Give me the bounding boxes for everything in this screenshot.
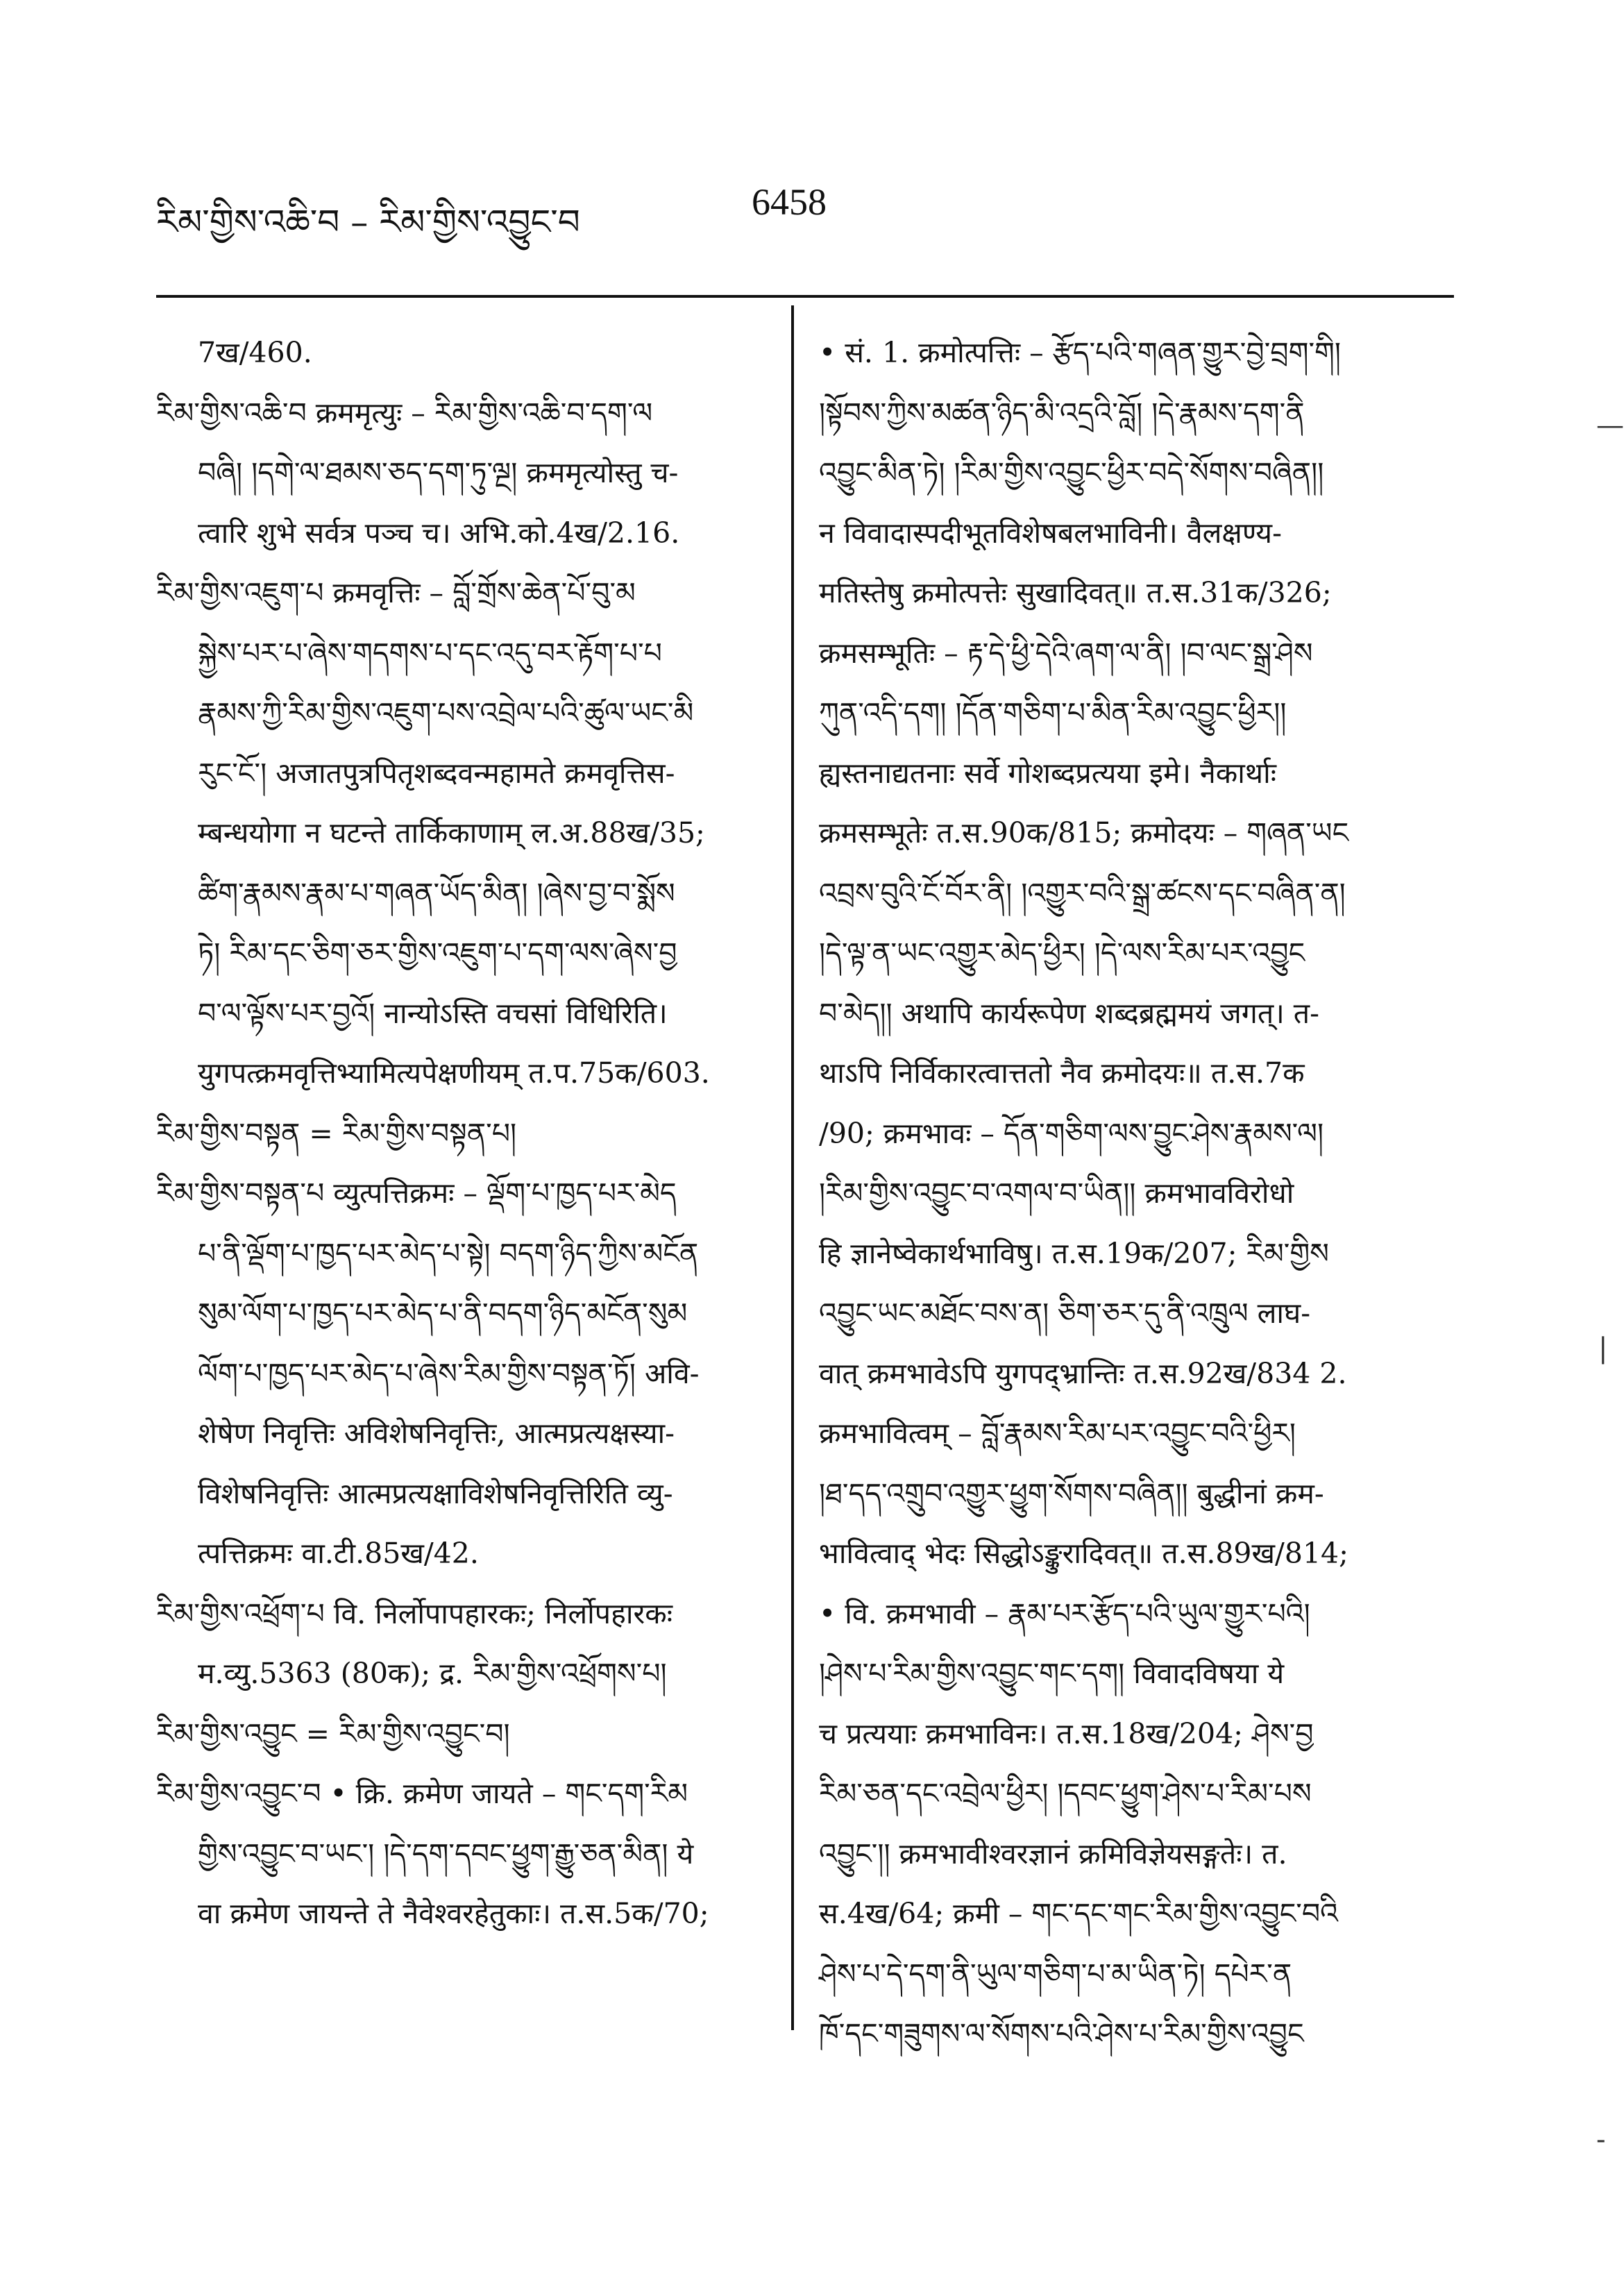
dictionary-line: • सं. 1. क्रमोत्पत्तिः – རྩོད་པའི་གཞན་གྱུར་བྱེ་བྲག་གི། xyxy=(819,336,1342,369)
dictionary-line: སྐྱེས་པར་པ་ཞེས་གདགས་པ་དང་འདུ་བར་རྟོག་པ་པ xyxy=(198,636,662,670)
dictionary-line: །སྟོབས་ཀྱིས་མཚན་ཉིད་མི་འདྲའི་བློ། །དེ་རྣམས་དག་ནི xyxy=(819,396,1305,430)
dictionary-line: རིམ་གྱིས་འཕྲོག་པ वि. निर्लोपापहारकः; निर्लोपहारकः xyxy=(156,1596,673,1630)
dictionary-line: གྱིས་འབྱུང་བ་ཡང་། །དེ་དག་དབང་ཕྱུག་རྒྱུ་ཅན་མིན། ये xyxy=(198,1836,694,1871)
dictionary-line: །དེ་ལྟ་ན་ཡང་འགྱུར་མེད་ཕྱིར། །དེ་ལས་རིམ་པར་འབྱུང xyxy=(819,936,1305,970)
dictionary-line: ह्यस्तनाद्यतनाः सर्वे गोशब्दप्रत्यया इमे। नैकार्थाः xyxy=(819,756,1277,790)
dictionary-line: རྣམས་ཀྱི་རིམ་གྱིས་འཇུག་པས་འབྲེལ་པའི་ཚུལ་ཡང་མི xyxy=(198,696,694,729)
dictionary-line: म्बन्धयोगा न घटन्ते तार्किकाणाम् ल.अ.88ख/35; xyxy=(198,816,705,850)
dictionary-line: །ཤེས་པ་རིམ་གྱིས་འབྱུང་གང་དག། विवादविषया ये xyxy=(819,1657,1285,1690)
dictionary-line: སུམ་ལོག་པ་ཁྱད་པར་མེད་པ་ནི་བདག་ཉིད་མངོན་སུམ xyxy=(198,1297,688,1330)
dictionary-line: क्रमसम्भूतेः त.स.90क/815; क्रमोदयः – གཞན་ཡང xyxy=(819,816,1349,850)
dictionary-line: वा क्रमेण जायन्ते ते नैवेश्वरहेतुकाः। त.स.5क/70; xyxy=(198,1897,709,1930)
dictionary-line: འབྱུང་མིན་ཏེ། །རིམ་གྱིས་འབྱུང་ཕྱིར་བདེ་སོགས་བཞིན།། xyxy=(819,456,1324,489)
dictionary-line: བཞི། །དགེ་ལ་ཐམས་ཅད་དག་ཏུ་ལྔ། क्रममृत्योस्तु च- xyxy=(198,456,679,489)
dictionary-line: क्रमसम्भूतिः – རྟ་དེ་ཕྱི་དེའི་ཞག་ལ་ནི། །བ་ལང་སྒྲ་ཤེས xyxy=(819,636,1313,670)
dictionary-line: /90; क्रमभावः – དོན་གཅིག་ལས་བྱུང་ཤེས་རྣམས་ལ། xyxy=(819,1116,1324,1150)
column-divider xyxy=(791,305,794,2030)
dictionary-line: བ་མེད།། अथापि कार्यरूपेण शब्दब्रह्ममयं जगत्। त- xyxy=(819,996,1319,1030)
dictionary-line: हि ज्ञानेष्वेकार्थभाविषु। त.स.19क/207; རིམ་གྱིས xyxy=(819,1236,1329,1270)
left-column xyxy=(156,323,781,1944)
dictionary-line: ཤེས་པ་དེ་དག་ནི་ཡུལ་གཅིག་པ་མ་ཡིན་ཏེ། དཔེར་ན xyxy=(819,1957,1292,1991)
header-rule xyxy=(156,295,1454,298)
dictionary-line: བ་ལ་ལྟོས་པར་བྱའོ། नान्योऽस्ति वचसां विधिरिति। xyxy=(198,996,668,1030)
dictionary-line: शेषेण निवृत्तिः अविशेषनिवृत्तिः, आत्मप्रत्यक्षस्या- xyxy=(198,1417,675,1450)
dictionary-line: རིམ་གྱིས་འབྱུང = རིམ་གྱིས་འབྱུང་བ། xyxy=(156,1716,510,1750)
dictionary-line: ཀུན་འདི་དག། །དོན་གཅིག་པ་མིན་རིམ་འབྱུང་ཕྱིར།། xyxy=(819,696,1287,729)
dictionary-line: །རིམ་གྱིས་འབྱུང་བ་འགལ་བ་ཡིན།། क्रमभावविरोधो xyxy=(819,1176,1294,1210)
dictionary-line: ཁོ་དང་གཟུགས་ལ་སོགས་པའི་ཤེས་པ་རིམ་གྱིས་འབྱུང xyxy=(819,2017,1304,2050)
dictionary-line: འབྲས་བུའི་ངོ་བོར་ནི། །འགྱུར་བའི་སྒྲ་ཚངས་དང་བཞིན་ན། xyxy=(819,876,1346,910)
dictionary-line: च प्रत्ययाः क्रमभाविनः। त.स.18ख/204; ཤེས་བྱ xyxy=(819,1716,1314,1750)
dictionary-line: म.व्यु.5363 (80क); द्र. རིམ་གྱིས་འཕྲོགས་པ། xyxy=(198,1657,667,1690)
dictionary-line: त्पत्तिक्रमः वा.टी.85ख/42. xyxy=(198,1537,479,1570)
dictionary-line: वात् क्रमभावेऽपि युगपद्भ्रान्तिः त.स.92ख/834 2. xyxy=(819,1356,1347,1390)
right-column xyxy=(819,323,1464,2064)
dictionary-line: भावित्वाद् भेदः सिद्धोऽङ्कुरादिवत्॥ त.स.89ख/814; xyxy=(819,1537,1348,1570)
dictionary-line: རིམ་གྱིས་འཇུག་པ क्रमवृत्तिः – བློ་གྲོས་ཆེན་པོ་བུ་མ xyxy=(156,576,636,609)
dictionary-line: युगपत्क्रमवृत्तिभ्यामित्यपेक्षणीयम् त.प.75क/603. xyxy=(198,1056,710,1090)
dictionary-line: རིམ་ཅན་དང་འབྲེལ་ཕྱིར། །དབང་ཕྱུག་ཤེས་པ་རིམ་པས xyxy=(819,1777,1312,1810)
dictionary-line: པ་ནི་ལྡོག་པ་ཁྱད་པར་མེད་པ་སྟེ། བདག་ཉིད་ཀྱིས་མངོན xyxy=(198,1236,699,1270)
dictionary-line: །ཐ་དད་འགྲུབ་འགྱུར་ཕྱུག་སོགས་བཞིན།། बुद्धीनां क्रम- xyxy=(819,1476,1324,1510)
margin-mark-mid: | xyxy=(1598,1333,1608,1365)
dictionary-line: • वि. क्रमभावी – རྣམ་པར་རྩོད་པའི་ཡུལ་གྱུར་པའི། xyxy=(819,1596,1310,1630)
dictionary-line: त्वारि शुभे सर्वत्र पञ्च च। अभि.को.4ख/2.16. xyxy=(198,516,680,550)
margin-mark-bottom: - xyxy=(1596,2124,1606,2156)
dictionary-line: རིམ་གྱིས་བསྟན = རིམ་གྱིས་བསྟན་པ། xyxy=(156,1116,517,1150)
dictionary-line: འབྱུང་།། क्रमभावीश्वरज्ञानं क्रमिविज्ञेयसङ्गतेः। त. xyxy=(819,1836,1287,1871)
dictionary-line: क्रमभावित्वम् – བློ་རྣམས་རིམ་པར་འབྱུང་བའི་ཕྱིར། xyxy=(819,1417,1296,1450)
dictionary-line: स.4ख/64; क्रमी – གང་དང་གང་རིམ་གྱིས་འབྱུང་བའི xyxy=(819,1897,1339,1930)
dictionary-line: ལོག་པ་ཁྱད་པར་མེད་པ་ཞེས་རིམ་གྱིས་བསྟན་ཏོ། अवि- xyxy=(198,1356,700,1390)
dictionary-line: རིམ་གྱིས་བསྟན་པ व्युत्पत्तिक्रमः – ལྡོག་པ་ཁྱད་པར་མེད xyxy=(156,1176,677,1210)
dictionary-line: རིམ་གྱིས་འཆི་བ क्रममृत्युः – རིམ་གྱིས་འཆི་བ་དག་ལ xyxy=(156,396,653,430)
dictionary-line: विशेषनिवृत्तिः आत्मप्रत्यक्षाविशेषनिवृत्तिरिति व्यु- xyxy=(198,1476,673,1510)
margin-mark-top: — xyxy=(1596,409,1624,441)
page-header-left: རིམ་གྱིས་འཆི་བ – རིམ་གྱིས་འབྱུང་བ xyxy=(156,202,580,242)
dictionary-line: རིམ་གྱིས་འབྱུང་བ • क्रि. क्रमेण जायते – གང་དག་རིམ xyxy=(156,1777,688,1810)
dictionary-line: ཚིག་རྣམས་རྣམ་པ་གཞན་ཡོད་མིན། །ཞེས་བྱ་བ་སྨོས xyxy=(198,876,675,910)
dictionary-line: ཏེ། རིམ་དང་ཅིག་ཅར་གྱིས་འཇུག་པ་དག་ལས་ཞེས་བྱ xyxy=(198,936,677,970)
dictionary-line: थाऽपि निर्विकारत्वात्ततो नैव क्रमोदयः॥ त.स.7क xyxy=(819,1056,1305,1090)
dictionary-line: རུང་ངོ་། अजातपुत्रपितृशब्दवन्महामते क्रमवृत्तिस- xyxy=(198,756,675,790)
dictionary-line: मतिस्तेषु क्रमोत्पत्तेः सुखादिवत्॥ त.स.31क/326; xyxy=(819,576,1332,609)
dictionary-line: འབྱུང་ཡང་མཐོང་བས་ན། ཅིག་ཅར་དུ་ནི་འཁྲུལ लाघ- xyxy=(819,1297,1311,1330)
dictionary-line: 7ख/460. xyxy=(198,336,312,369)
dictionary-line: न विवादास्पदीभूतविशेषबलभाविनी। वैलक्षण्य- xyxy=(819,516,1282,550)
page-number: 6458 xyxy=(752,181,827,223)
